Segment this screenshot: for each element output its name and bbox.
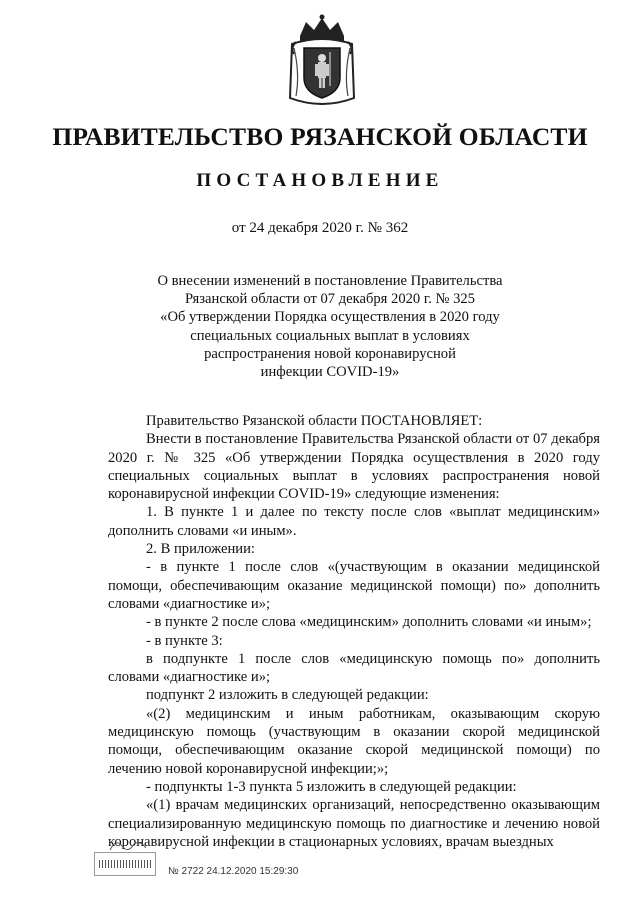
subject-line: распространения новой коронавирусной — [204, 345, 456, 362]
registration-number: № 2722 24.12.2020 15:29:30 — [168, 866, 299, 877]
body-paragraph: Внести в постановление Правительства Рязанской области от 07 декабря 2020 г. № 325 «Об утверждении Порядка осуществления в 2020 году специальных социальных выплат в условиях распространения новой коронавирусной инфекции COVID-19» следующие изменения: — [108, 431, 600, 503]
body-paragraph: - в пункте 3: — [146, 632, 223, 649]
body-paragraph: 2. В приложении: — [146, 541, 255, 558]
body-paragraph: - подпункты 1-3 пункта 5 изложить в следующей редакции: — [146, 778, 517, 795]
document-date-number: от 24 декабря 2020 г. № 362 — [231, 220, 409, 236]
body-paragraph: Правительство Рязанской области ПОСТАНОВЛЯЕТ: — [146, 413, 483, 429]
body-paragraph: «(2) медицинским и иным работникам, оказывающим скорую медицинскую помощь (участвующим в оказании скорой медицинской помощи, обеспечивающим оказание скорой медицинской помощи) по лечению новой коронавирусной инфекции;»; — [108, 705, 600, 777]
document-subject — [140, 272, 520, 381]
body-paragraph: в подпункте 1 после слов «медицинскую помощь по» дополнить словами «диагностике и»; — [108, 650, 600, 686]
subject-line: инфекции COVID-19» — [260, 364, 400, 381]
coat-of-arms-icon — [286, 14, 358, 110]
subject-line: Рязанской области от 07 декабря 2020 г. № 325 — [185, 291, 475, 308]
document-type: ПОСТАНОВЛЕНИЕ — [196, 170, 444, 191]
body-paragraph: подпункт 2 изложить в следующей редакции: — [146, 687, 429, 704]
document-body — [108, 412, 600, 851]
body-paragraph: - в пункте 2 после слова «медицинским» дополнить словами «и иным»; — [146, 614, 592, 631]
barcode-icon — [99, 860, 151, 868]
body-paragraph: 1. В пункте 1 и далее по тексту после слов «выплат медицинским» дополнить словами «и иным». — [108, 504, 600, 539]
body-paragraph: «(1) врачам медицинских организаций, непосредственно оказывающим специализированную медицинскую помощь по диагностике и лечению новой коронавирусной инфекции в стационарных условиях, врачам выездных — [108, 797, 600, 850]
subject-line: специальных социальных выплат в условиях — [190, 327, 470, 344]
body-paragraph: - в пункте 1 после слов «(участвующим в оказании медицинской помощи, обеспечивающим оказание медицинской помощи) по» дополнить словами «диагностике и»; — [108, 559, 600, 612]
government-title: ПРАВИТЕЛЬСТВО РЯЗАНСКОЙ ОБЛАСТИ — [52, 122, 588, 151]
subject-line: О внесении изменений в постановление Правительства — [157, 273, 503, 289]
subject-line: «Об утверждении Порядка осуществления в 2020 году — [160, 309, 500, 326]
barcode-stamp — [94, 852, 156, 876]
